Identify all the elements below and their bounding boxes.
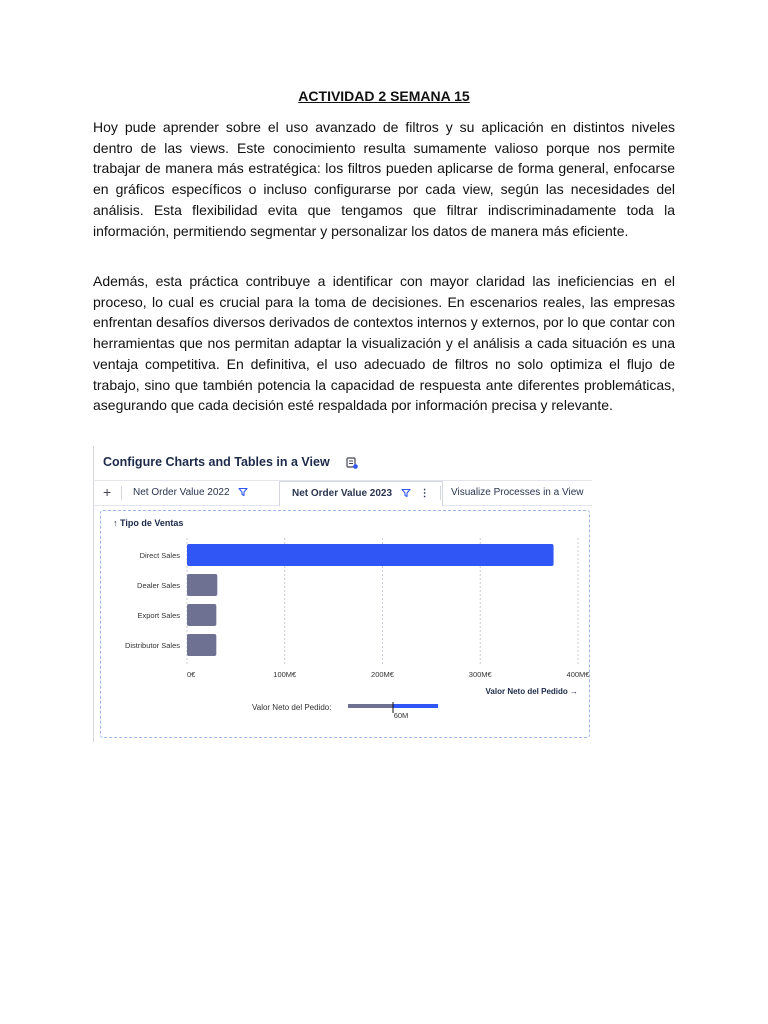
paragraph-1: Hoy pude aprender sobre el uso avanzado de filtros y su aplicación en distintos niveles dentro de las views. Este conocimiento resulta sumamente valioso porque nos permite trabajar de manera más estratégica: los filtros pueden aplicarse de forma general, enfocarse en gráficos específicos o incluso configurarse por cada view, según las necesidades del análisis. Esta flexibilidad evita que tengamos que filtrar indiscriminadamente toda la información, permitiendo segmentar y personalizar los datos de manera más eficiente. [93,119,675,239]
embedded-screenshot [93,446,592,742]
tab-label: Net Order Value 2023 [292,488,393,499]
add-tab-button[interactable]: + [103,484,112,500]
tab-net-order-value-2023[interactable] [279,481,443,507]
filter-icon[interactable] [238,487,248,497]
legend-label: Valor Neto del Pedido: [252,703,332,712]
view-title: Configure Charts and Tables in a View [103,455,330,469]
page-title: ACTIVIDAD 2 SEMANA 15 [298,88,470,104]
x-tick-label: 100M€ [273,670,297,679]
tab-net-order-value-2022[interactable] [133,481,248,505]
tab-visualize-processes[interactable] [451,481,583,505]
legend-marker-label: 60M [393,711,409,720]
view-tabs [93,480,592,506]
tab-divider [440,486,441,500]
tab-label: Net Order Value 2022 [133,487,230,498]
chart-container [100,510,590,738]
category-header: ↑ Tipo de Ventas [113,518,184,528]
view-settings-icon[interactable] [346,457,358,469]
x-tick-label: 300M€ [468,670,492,679]
tab-divider [121,486,122,500]
category-label: Dealer Sales [137,581,180,590]
x-axis-label: Valor Neto del Pedido → [485,687,578,696]
category-label: Export Sales [137,611,180,620]
x-tick-label: 200M€ [371,670,394,679]
more-options-icon[interactable]: ⋮ [419,488,430,499]
tab-label: Visualize Processes in a View [451,487,584,498]
paragraph-2: Además, esta práctica contribuye a identificar con mayor claridad las ineficiencias en el proceso, lo cual es crucial para la toma de decisiones. En escenarios reales, las empresas enfrentan desafíos diversos derivados de contextos internos y externos, por lo que contar con herramientas que nos permitan adaptar la visualización y el análisis a cada situación es una ventaja competitiva. En definitiva, el uso adecuado de filtros no solo optimiza el flujo de trabajo, sino que también potencia la capacidad de respuesta ante diferentes problemáticas, asegurando que cada decisión esté respaldada por información precisa y relevante. [93,273,675,414]
filter-icon[interactable] [401,488,411,498]
x-tick-label: 400M€ [566,670,590,679]
x-tick-label: 0€ [187,670,196,679]
category-label: Direct Sales [139,551,180,560]
category-label: Distributor Sales [124,641,180,650]
